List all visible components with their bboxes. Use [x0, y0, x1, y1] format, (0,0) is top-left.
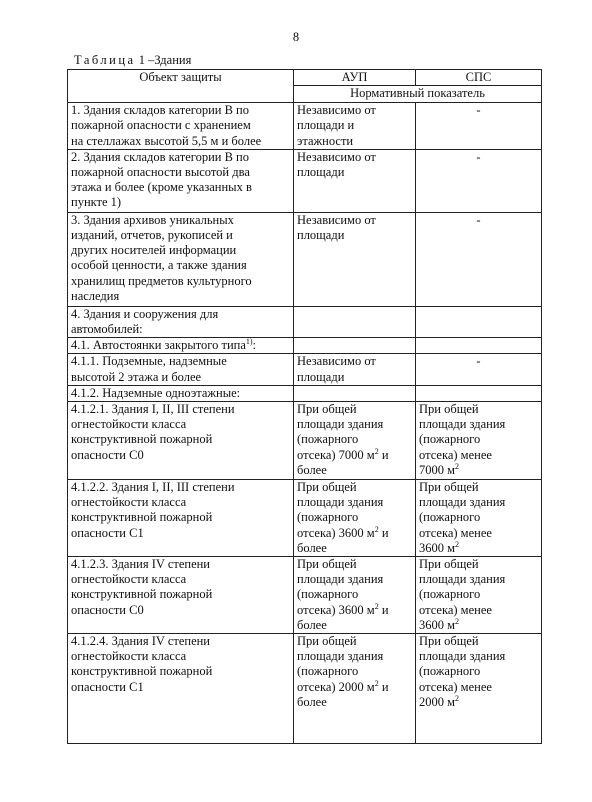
- caption-separator: –: [148, 53, 155, 67]
- row-sps: -: [416, 212, 542, 306]
- row-object: 4.1.2.2. Здания I, II, III степени огнестойкости класса конструктивной пожарной опасности С1: [68, 480, 294, 557]
- row-object: [68, 338, 294, 354]
- row-aup: [294, 557, 416, 634]
- row-object: 4.1.2.1. Здания I, II, III степени огнестойкости класса конструктивной пожарной опасности С0: [68, 402, 294, 480]
- header-aup: АУП: [294, 70, 416, 86]
- unit-superscript: 2: [374, 446, 379, 456]
- row-sps: [416, 557, 542, 634]
- row-aup: Независимо от площади и этажности: [294, 103, 416, 150]
- table-row: [68, 354, 542, 385]
- row-sps: -: [416, 149, 542, 212]
- page-number: 8: [292, 30, 300, 44]
- row-object: 4. Здания и сооружения для автомобилей:: [68, 306, 294, 337]
- row-sps: [416, 402, 542, 480]
- row-aup-text: При общей площади здания (пожарного отсека) 3600 м: [297, 557, 384, 617]
- buildings-table: [67, 69, 542, 744]
- row-aup-tail: и более: [297, 447, 389, 477]
- row-aup-text: При общей площади здания (пожарного отсека) 3600 м: [297, 480, 384, 540]
- row-aup-tail: и более: [297, 525, 389, 555]
- table-row: [68, 480, 542, 557]
- row-aup-text: При общей площади здания (пожарного отсека) 2000 м: [297, 634, 384, 694]
- caption-prefix: Таблица: [74, 53, 136, 67]
- row-aup-tail: и более: [297, 679, 389, 709]
- row-sps-text: При общей площади здания (пожарного отсека) менее 7000 м: [419, 402, 506, 477]
- table-row: [68, 212, 542, 306]
- footnote-marker: 1): [245, 337, 253, 347]
- table-caption: [74, 53, 191, 68]
- row-sps-text: При общей площади здания (пожарного отсека) менее 3600 м: [419, 480, 506, 555]
- row-sps: [416, 480, 542, 557]
- row-object: 1. Здания складов категории В по пожарной опасности с хранением на стеллажах высотой 5,5 м и более: [68, 103, 294, 150]
- row-object: 4.1.2. Надземные одноэтажные:: [68, 385, 294, 401]
- row-aup-tail: и более: [297, 602, 389, 632]
- unit-superscript: 2: [374, 601, 379, 611]
- row-aup: [294, 634, 416, 744]
- table-row: [68, 402, 542, 480]
- row-aup: [294, 480, 416, 557]
- unit-superscript: 2: [455, 461, 460, 471]
- table-row: [68, 338, 542, 354]
- row-sps-text: При общей площади здания (пожарного отсека) менее 2000 м: [419, 634, 506, 709]
- row-aup-text: При общей площади здания (пожарного отсека) 7000 м: [297, 402, 384, 462]
- table-row: [68, 385, 542, 401]
- caption-number: 1: [138, 53, 145, 67]
- row-sps: [416, 634, 542, 744]
- row-sps-text: При общей площади здания (пожарного отсека) менее 3600 м: [419, 557, 506, 632]
- row-object: 4.1.2.3. Здания IV степени огнестойкости класса конструктивной пожарной опасности С0: [68, 557, 294, 634]
- unit-superscript: 2: [455, 693, 460, 703]
- row-sps: [416, 338, 542, 354]
- row-object-text: 4.1. Автостоянки закрытого типа: [71, 338, 246, 353]
- row-aup: Независимо от площади: [294, 149, 416, 212]
- row-object: 4.1.2.4. Здания IV степени огнестойкости класса конструктивной пожарной опасности С1: [68, 634, 294, 744]
- row-object: 2. Здания складов категории В по пожарной опасности высотой два этажа и более (кроме указанных в пункте 1): [68, 149, 294, 212]
- table-row: [68, 103, 542, 150]
- row-aup: [294, 338, 416, 354]
- row-object: 3. Здания архивов уникальных изданий, отчетов, рукописей и других носителей информации особой ценности, а также здания хранилищ предметов культурного наследия: [68, 212, 294, 306]
- unit-superscript: 2: [374, 524, 379, 534]
- table-row: [68, 557, 542, 634]
- row-sps: [416, 306, 542, 337]
- table-row: [68, 149, 542, 212]
- row-aup: [294, 306, 416, 337]
- row-aup: Независимо от площади: [294, 212, 416, 306]
- unit-superscript: 2: [455, 539, 460, 549]
- row-sps: [416, 385, 542, 401]
- row-sps: -: [416, 103, 542, 150]
- row-aup: [294, 385, 416, 401]
- row-sps: -: [416, 354, 542, 385]
- row-object: 4.1.1. Подземные, надземные высотой 2 этажа и более: [68, 354, 294, 385]
- row-aup: [294, 402, 416, 480]
- table-body: [68, 103, 542, 744]
- table-row: [68, 634, 542, 744]
- unit-superscript: 2: [455, 616, 460, 626]
- row-object-suffix: :: [252, 338, 257, 353]
- header-normative: Нормативный показатель: [294, 86, 542, 103]
- unit-superscript: 2: [374, 678, 379, 688]
- table-row: [68, 306, 542, 337]
- caption-name: Здания: [154, 53, 192, 67]
- header-object: Объект защиты: [68, 70, 294, 103]
- row-aup: Независимо от площади: [294, 354, 416, 385]
- header-sps: СПС: [416, 70, 542, 86]
